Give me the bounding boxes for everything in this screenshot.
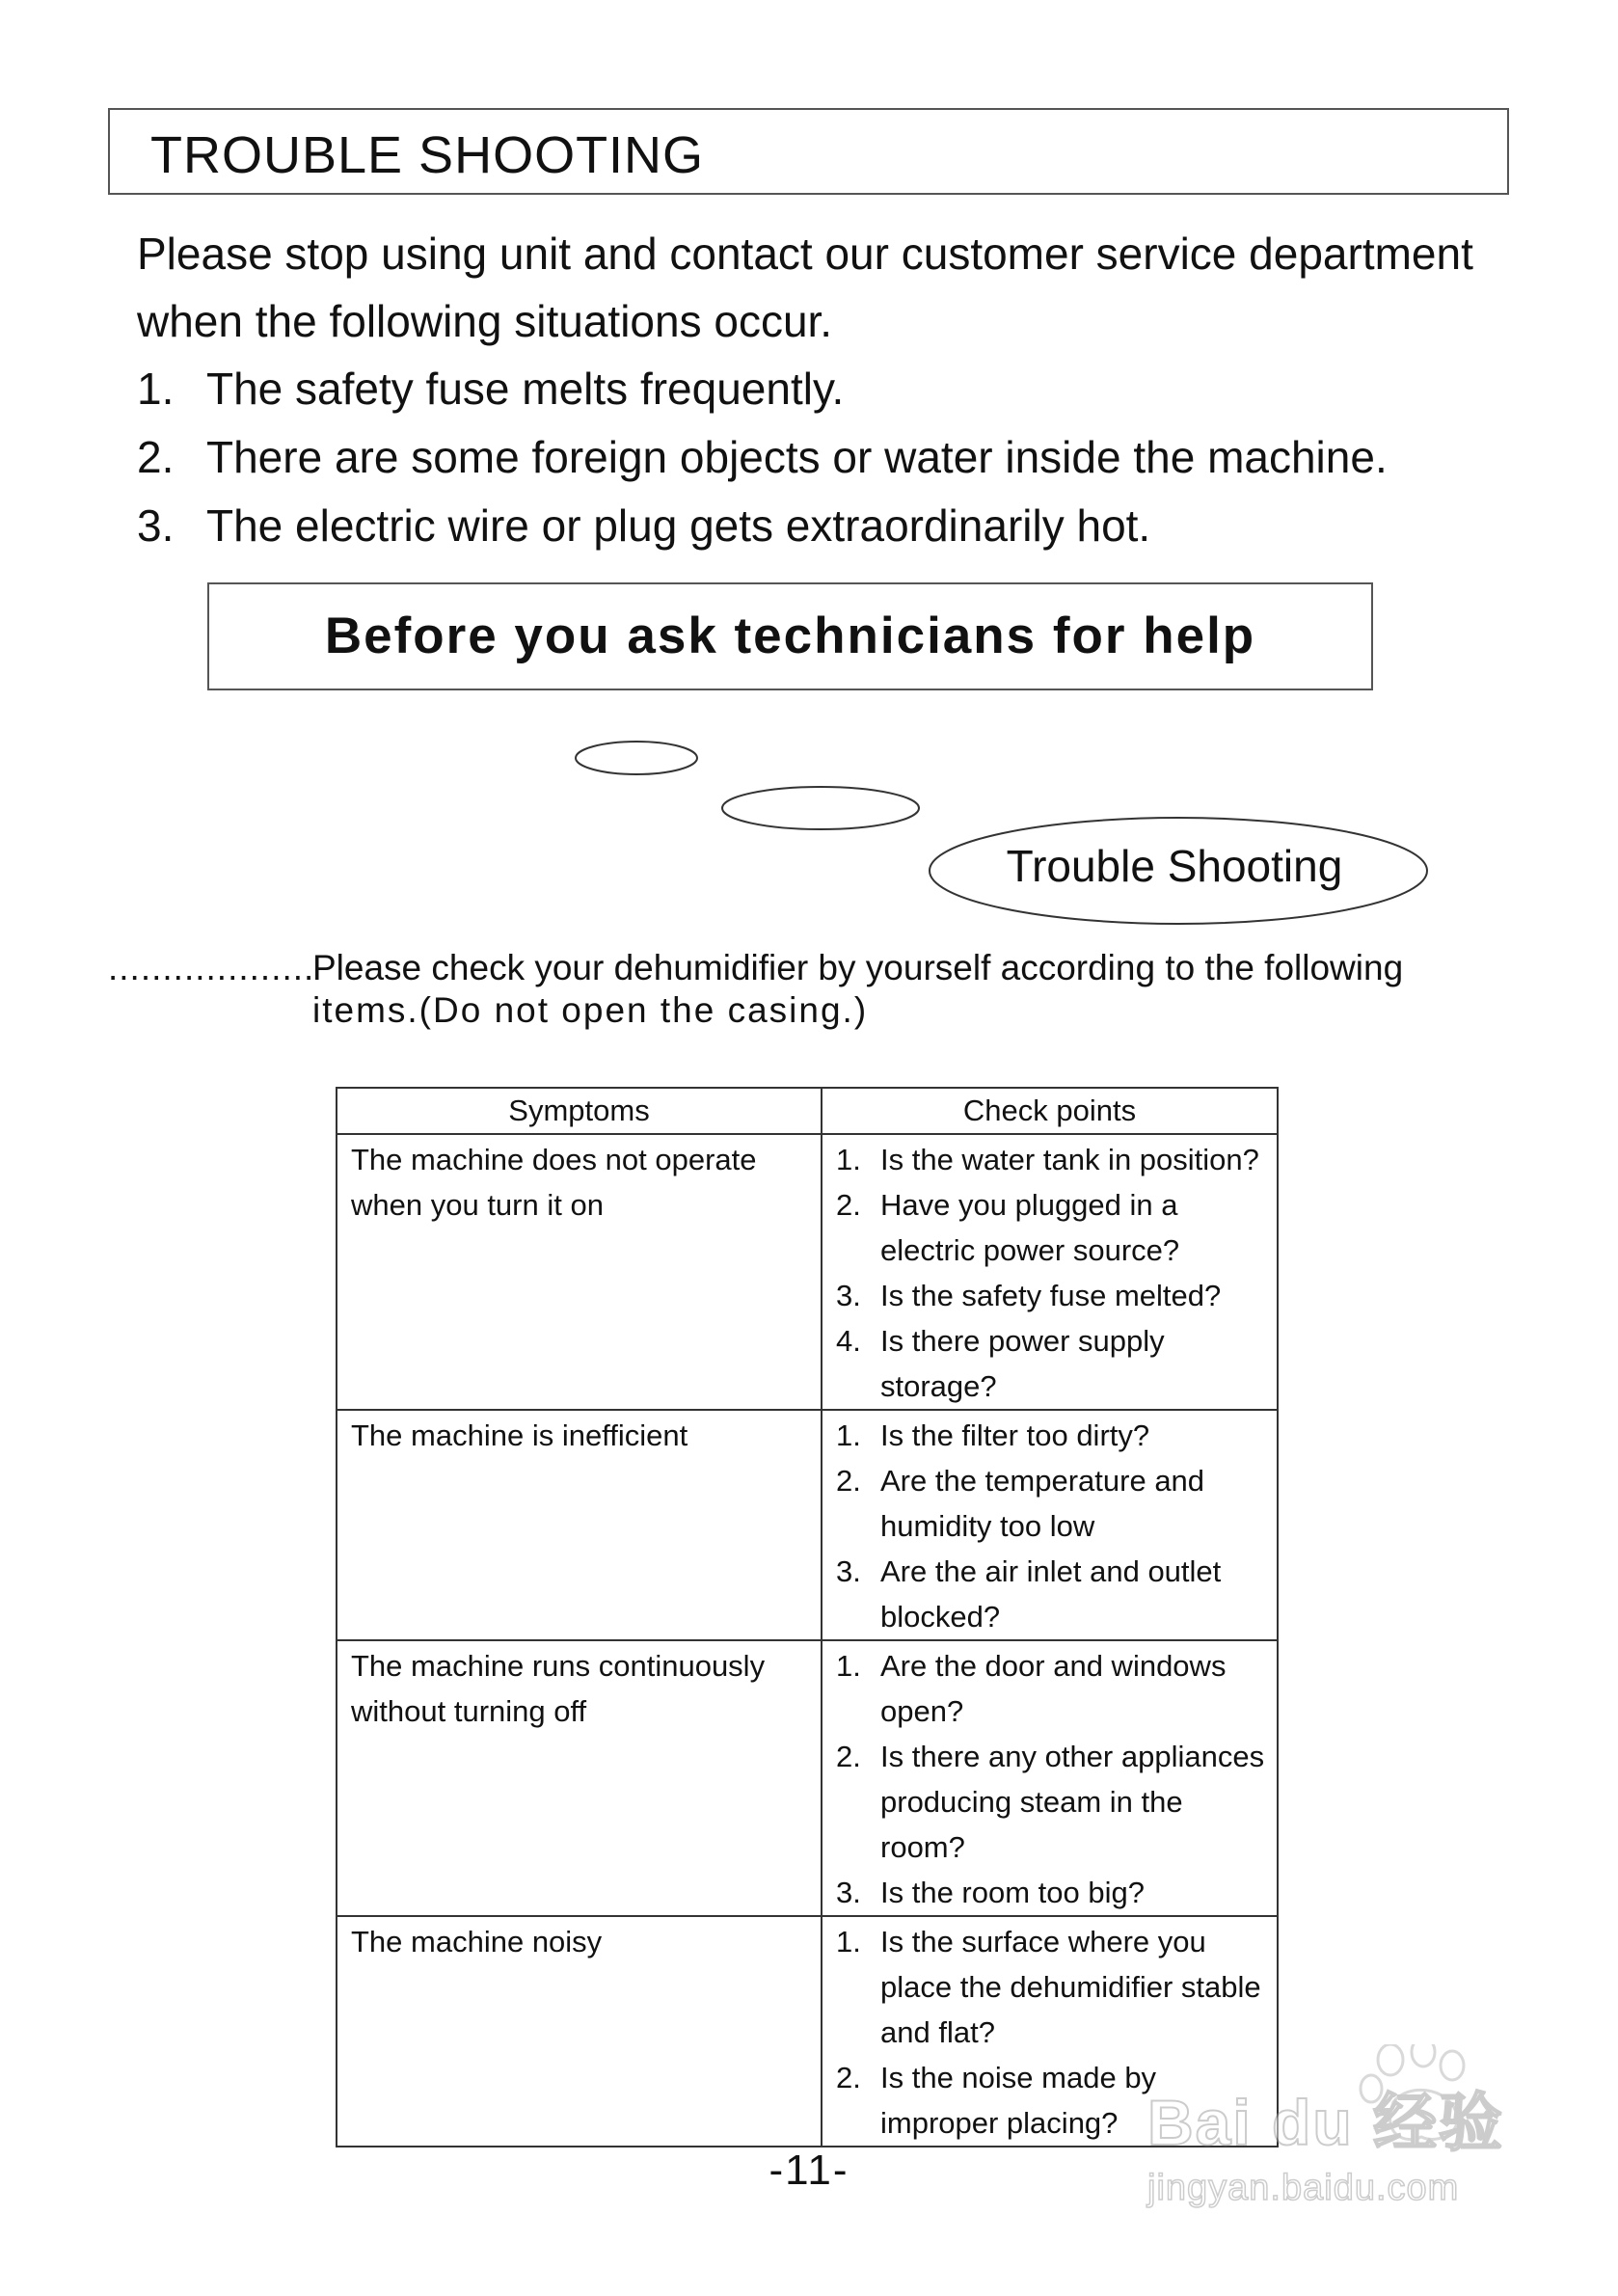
symptom-text: The machine runs continuously without turning off xyxy=(351,1649,766,1728)
medium-bubble-ellipse xyxy=(722,787,919,829)
checkpoint-item xyxy=(836,1413,1277,1458)
symptom-cell xyxy=(337,1134,822,1410)
checkpoint-item xyxy=(836,1273,1277,1318)
intro-line-2: when the following situations occur. xyxy=(137,296,833,346)
situation-number: 2. xyxy=(137,432,175,482)
checkpoint-number: 3. xyxy=(836,1554,861,1588)
checkpoint-item xyxy=(836,1734,1277,1870)
checkpoints-header: Check points xyxy=(822,1088,1278,1134)
checkpoint-text: Have you plugged in a electric power source? xyxy=(880,1188,1180,1267)
checkpoint-number: 1. xyxy=(836,1143,861,1176)
checkpoint-item xyxy=(836,1182,1277,1273)
checkpoint-number: 2. xyxy=(836,1464,861,1498)
checkpoint-item xyxy=(836,1549,1277,1639)
symptom-cell xyxy=(337,1640,822,1916)
situation-number: 1. xyxy=(137,364,175,414)
leader-dots: ................... xyxy=(108,948,315,987)
baidu-watermark xyxy=(1119,2044,1543,2237)
small-bubble-ellipse xyxy=(576,742,697,774)
table-row xyxy=(337,1640,1278,1916)
check-instruction-line-1 xyxy=(108,946,1554,989)
checkpoint-number: 1. xyxy=(836,1418,861,1452)
checkpoints-cell xyxy=(822,1640,1278,1916)
bubble-label: Trouble Shooting xyxy=(1006,841,1343,891)
symptom-cell xyxy=(337,1916,822,2147)
checkpoints-cell xyxy=(822,1134,1278,1410)
checkpoint-text: Is there power supply storage? xyxy=(880,1324,1165,1403)
situation-text: The safety fuse melts frequently. xyxy=(206,364,845,414)
checkpoint-number: 1. xyxy=(836,1649,861,1683)
checkpoint-item xyxy=(836,1318,1277,1409)
checkpoint-text: Is the surface where you place the dehumidifier stable and flat? xyxy=(880,1925,1261,2049)
page-number: -11- xyxy=(769,2147,849,2194)
checkpoint-item xyxy=(836,1870,1277,1915)
checkpoint-text: Is the filter too dirty? xyxy=(880,1418,1150,1452)
intro-line-1: Please stop using unit and contact our customer service department xyxy=(137,229,1473,279)
checkpoint-text: Is there any other appliances producing steam in the room? xyxy=(880,1740,1265,1864)
checkpoint-number: 3. xyxy=(836,1279,861,1312)
page-title: TROUBLE SHOOTING xyxy=(150,126,705,184)
situation-number: 3. xyxy=(137,500,175,551)
trouble-table xyxy=(336,1087,1279,2147)
checkpoint-item xyxy=(836,1458,1277,1549)
checkpoint-number: 2. xyxy=(836,2061,861,2094)
symptom-text: The machine noisy xyxy=(351,1925,603,1958)
situation-text: There are some foreign objects or water inside the machine. xyxy=(206,432,1388,482)
checkpoint-number: 4. xyxy=(836,1324,861,1358)
checkpoint-text: Is the noise made by improper placing? xyxy=(880,2061,1157,2140)
checkpoint-text: Are the door and windows open? xyxy=(880,1649,1227,1728)
situation-text: The electric wire or plug gets extraordinarily hot. xyxy=(206,500,1151,551)
table-row xyxy=(337,1410,1278,1640)
checkpoint-number: 3. xyxy=(836,1876,861,1909)
thought-bubble-graphic xyxy=(0,0,1618,964)
checkpoint-number: 2. xyxy=(836,1740,861,1773)
checkpoint-item xyxy=(836,1919,1277,2055)
checkpoint-text: Is the room too big? xyxy=(880,1876,1145,1909)
checkpoint-number: 1. xyxy=(836,1925,861,1958)
check-instruction-text: Please check your dehumidifier by yourself according to the following xyxy=(312,948,1404,987)
checkpoint-text: Are the air inlet and outlet blocked? xyxy=(880,1554,1222,1634)
checkpoint-text: Is the water tank in position? xyxy=(880,1143,1259,1176)
checkpoint-number: 2. xyxy=(836,1188,861,1222)
checkpoint-item xyxy=(836,1643,1277,1734)
symptom-text: The machine does not operate when you turn it on xyxy=(351,1143,757,1222)
symptom-text: The machine is inefficient xyxy=(351,1418,688,1452)
table-header-row xyxy=(337,1088,1278,1134)
before-help-heading: Before you ask technicians for help xyxy=(324,608,1256,664)
check-instruction-line-2: items.(Do not open the casing.) xyxy=(312,990,869,1030)
table-row xyxy=(337,1134,1278,1410)
checkpoints-cell xyxy=(822,1410,1278,1640)
watermark-logo-text: Bai du 经验 xyxy=(1147,2087,1505,2158)
symptom-cell xyxy=(337,1410,822,1640)
watermark-url: jingyan.baidu.com xyxy=(1147,2168,1460,2208)
checkpoint-item xyxy=(836,1137,1277,1182)
symptoms-header: Symptoms xyxy=(337,1088,822,1134)
checkpoint-text: Is the safety fuse melted? xyxy=(880,1279,1222,1312)
checkpoint-text: Are the temperature and humidity too low xyxy=(880,1464,1205,1543)
